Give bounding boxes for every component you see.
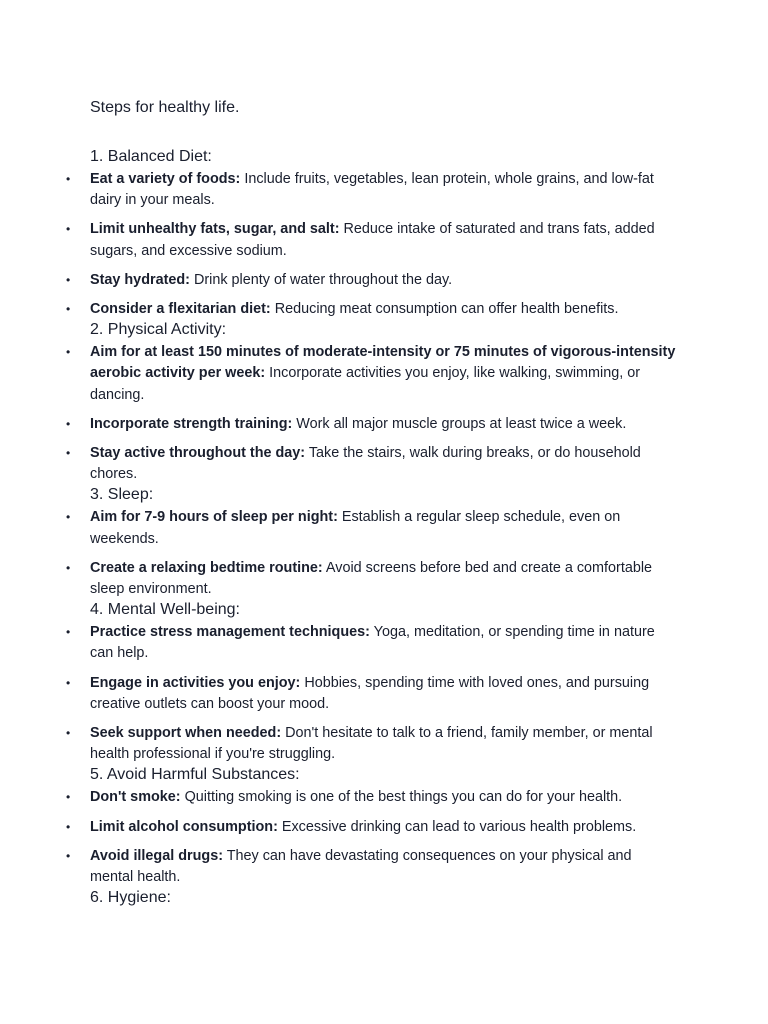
document-content [0, 147, 768, 910]
list-item [0, 270, 768, 291]
item-term: Consider a flexitarian diet: [90, 301, 271, 318]
item-term: Avoid illegal drugs: [90, 847, 223, 864]
bullet-icon: • [66, 848, 71, 863]
item-term: Engage in activities you enjoy: [90, 674, 301, 691]
section-heading: 1. Balanced Diet: [90, 148, 212, 165]
bullet-icon: • [66, 790, 71, 805]
item-description: Drink plenty of water throughout the day. [189, 271, 453, 288]
item-description: Incorporate activities you enjoy, like walking, swimming, or dancing. [90, 365, 641, 403]
item-term: Incorporate strength training: [90, 415, 293, 432]
list-item [0, 342, 768, 406]
list-item [0, 817, 768, 838]
list-item [0, 787, 768, 808]
item-description: Quitting smoking is one of the best things you can do for your health. [180, 789, 623, 806]
item-description: Establish a regular sleep schedule, even on weekends. [90, 509, 621, 547]
bullet-icon: • [66, 416, 71, 431]
item-description: Yoga, meditation, or spending time in nature can help. [90, 624, 655, 662]
item-description: They can have devastating consequences on your physical and mental health. [90, 847, 632, 886]
list-item [0, 846, 768, 888]
item-description: Reducing meat consumption can offer health benefits. [270, 301, 619, 318]
bullet-icon: • [66, 625, 71, 640]
list-item [0, 723, 768, 765]
section-heading: 4. Mental Well-being: [90, 601, 240, 619]
item-description: Excessive drinking can lead to various health problems. [277, 818, 637, 835]
section-heading: 2. Physical Activity: [90, 321, 227, 339]
bullet-icon: • [66, 560, 71, 575]
item-term: Don't smoke: [90, 789, 181, 806]
bullet-icon: • [66, 446, 71, 461]
bullet-icon: • [66, 272, 71, 287]
list-item [0, 219, 768, 261]
item-term: Limit unhealthy fats, sugar, and salt: [90, 221, 340, 238]
item-term: Create a relaxing bedtime routine: [90, 559, 323, 576]
item-description: Hobbies, spending time with loved ones, and pursuing creative outlets can boost your mood. [90, 674, 650, 712]
bullet-list [0, 622, 768, 765]
section-heading: 3. Sleep: [90, 486, 154, 504]
item-description: Reduce intake of saturated and trans fats, added sugars, and excessive sodium. [90, 221, 655, 259]
bullet-icon: • [66, 675, 71, 690]
item-term: Aim for at least 150 minutes of moderate-intensity or 75 minutes of vigorous-intensity aerobic activity per week: [90, 344, 676, 382]
bullet-list [0, 169, 768, 320]
bullet-list [0, 342, 768, 485]
item-term: Practice stress management techniques: [90, 624, 370, 641]
list-item [0, 169, 768, 211]
item-term: Seek support when needed: [90, 725, 282, 742]
list-item [0, 443, 768, 485]
item-description: Work all major muscle groups at least twice a week. [292, 415, 627, 432]
item-description: Don't hesitate to talk to a friend, family member, or mental health professional if you're struggling. [90, 725, 653, 763]
item-term: Eat a variety of foods: [90, 171, 241, 187]
item-description: Take the stairs, walk during breaks, or do household chores. [90, 445, 641, 483]
list-item [0, 558, 768, 600]
list-item [0, 673, 768, 715]
list-item [0, 507, 768, 549]
list-item [0, 299, 768, 320]
bullet-icon: • [66, 172, 71, 186]
item-term: Stay hydrated: [90, 271, 190, 288]
document-title: Steps for healthy life. [90, 99, 240, 116]
section-heading: 6. Hygiene: [90, 889, 171, 907]
bullet-list [0, 787, 768, 888]
bullet-icon: • [66, 222, 71, 237]
bullet-icon: • [66, 345, 71, 360]
bullet-icon: • [66, 302, 71, 317]
bullet-icon: • [66, 510, 71, 525]
item-description: Avoid screens before bed and create a comfortable sleep environment. [90, 559, 653, 598]
section-heading: 5. Avoid Harmful Substances: [90, 766, 300, 784]
item-term: Aim for 7-9 hours of sleep per night: [90, 509, 338, 526]
list-item [0, 622, 768, 664]
list-item [0, 414, 768, 435]
bullet-list [0, 507, 768, 600]
item-term: Stay active throughout the day: [90, 445, 306, 462]
item-term: Limit alcohol consumption: [90, 818, 278, 835]
bullet-icon: • [66, 819, 71, 834]
bullet-icon: • [66, 726, 71, 741]
item-description: Include fruits, vegetables, lean protein, whole grains, and low-fat dairy in your meals. [90, 171, 654, 209]
